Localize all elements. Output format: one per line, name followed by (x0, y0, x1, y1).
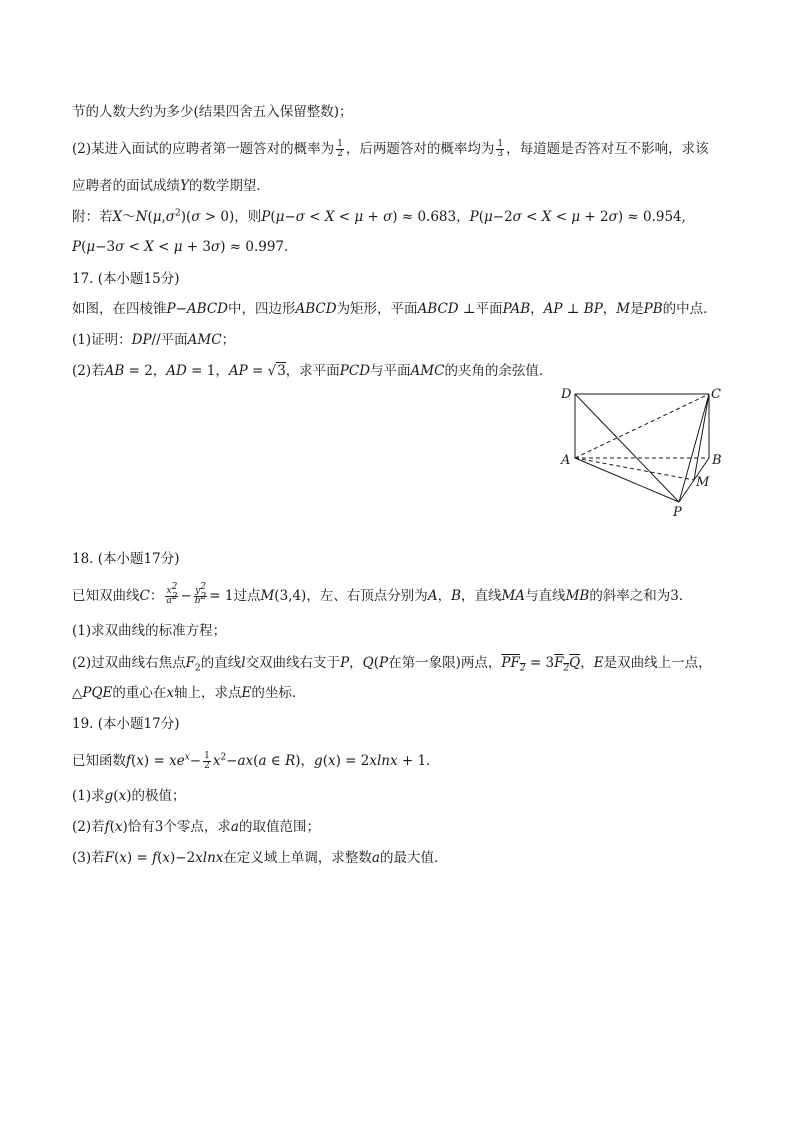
fraction-x2-a2: $\frac{x^2}{a^2}$ (166, 582, 178, 606)
q19-stem: 已知函数$f(x) = xe^x-$ $\frac{1}{2}$ $x^2-ax(a$ ∈ R)，g(x) = 2xlnx + 1． (72, 751, 440, 771)
edge-CM (694, 394, 709, 480)
edge-DP (575, 394, 679, 502)
q19-part1: (1)求g(x)的极值； (72, 788, 186, 804)
q19-heading: 19. (本小题17分) (72, 716, 180, 732)
fraction-one-half-q19: $\frac{1}{2}$ (204, 751, 210, 771)
q16-part2-b: ，后两题答对的概率均为 (345, 141, 495, 157)
q18-stem: 已知双曲线C： $\frac{x^2}{a^2}$ − $\frac{y^2}{b^2}$ = 1过点M(3,4)，左、右顶点分别为A，B，直线MA与直线MB的斜率之和为3． (72, 582, 693, 606)
label-A: A (561, 453, 571, 468)
label-D: D (561, 387, 572, 402)
fraction-one-third: $\frac{1}{3}$ (497, 139, 504, 159)
label-C: C (711, 387, 721, 402)
edge-AM (575, 458, 694, 480)
q16-part2-line2: 应聘者的面试成绩Y的数学期望． (72, 178, 270, 194)
q18-part2-line1: (2)过双曲线右焦点$F_2$的直线l交双曲线右支于P，Q(P在第一象限)两点，$PF_2 = 3F_2Q$，E是双曲线上一点， (72, 655, 712, 674)
q16-part2 (72, 138, 709, 160)
q16-part2-a: (2)某进入面试的应聘者第一题答对的概率为 (72, 141, 335, 157)
label-B: B (712, 453, 722, 468)
q17-part2: (2)若AB = 2，AD = 1，AP = √3，求平面PCD与平面AMC的夹角的余弦值． (72, 363, 553, 379)
q16-part2-c: ，每道题是否答对互不影响，求该 (506, 141, 709, 157)
edge-AC (575, 394, 709, 458)
q18-part1: (1)求双曲线的标准方程； (72, 623, 227, 639)
q18-part2-line2: △PQE的重心在x轴上，求点E的坐标． (72, 685, 306, 701)
q17-heading: 17. (本小题15分) (72, 271, 180, 287)
q17-stem: 如图，在四棱锥P−ABCD中，四边形ABCD为矩形，平面ABCD ⊥平面PAB，AP ⊥ BP，M是PB的中点． (72, 301, 717, 317)
q19-part2: (2)若f(x)恰有3个零点，求a的取值范围； (72, 819, 320, 835)
edge-AP (575, 458, 679, 502)
fraction-one-half: $\frac{1}{2}$ (337, 139, 343, 159)
label-M: M (696, 475, 710, 490)
q16-note-line1: 附：若$X\sim N(\mu,\sigma^2)(\sigma > 0)$，则P(μ−σ < X < μ + σ) ≈ 0.683，P(μ−2σ < X < μ + 2σ) ≈ 0.954, (72, 208, 686, 225)
q18-heading: 18. (本小题17分) (72, 551, 180, 567)
label-P: P (673, 505, 682, 520)
q17-part1: (1)证明：DP//平面AMC； (72, 332, 236, 348)
q16-note-line2: P(μ−3σ < X < μ + 3σ) ≈ 0.997． (72, 239, 298, 255)
pyramid-figure (555, 380, 735, 520)
q19-part3: (3)若F(x) = f(x)−2xlnx在定义域上单调，求整数a的最大值． (72, 850, 448, 866)
q16-line1: 节的人数大约为多少(结果四舍五入保留整数)； (72, 104, 353, 120)
fraction-y2-b2: $\frac{y^2}{b^2}$ (194, 582, 207, 606)
